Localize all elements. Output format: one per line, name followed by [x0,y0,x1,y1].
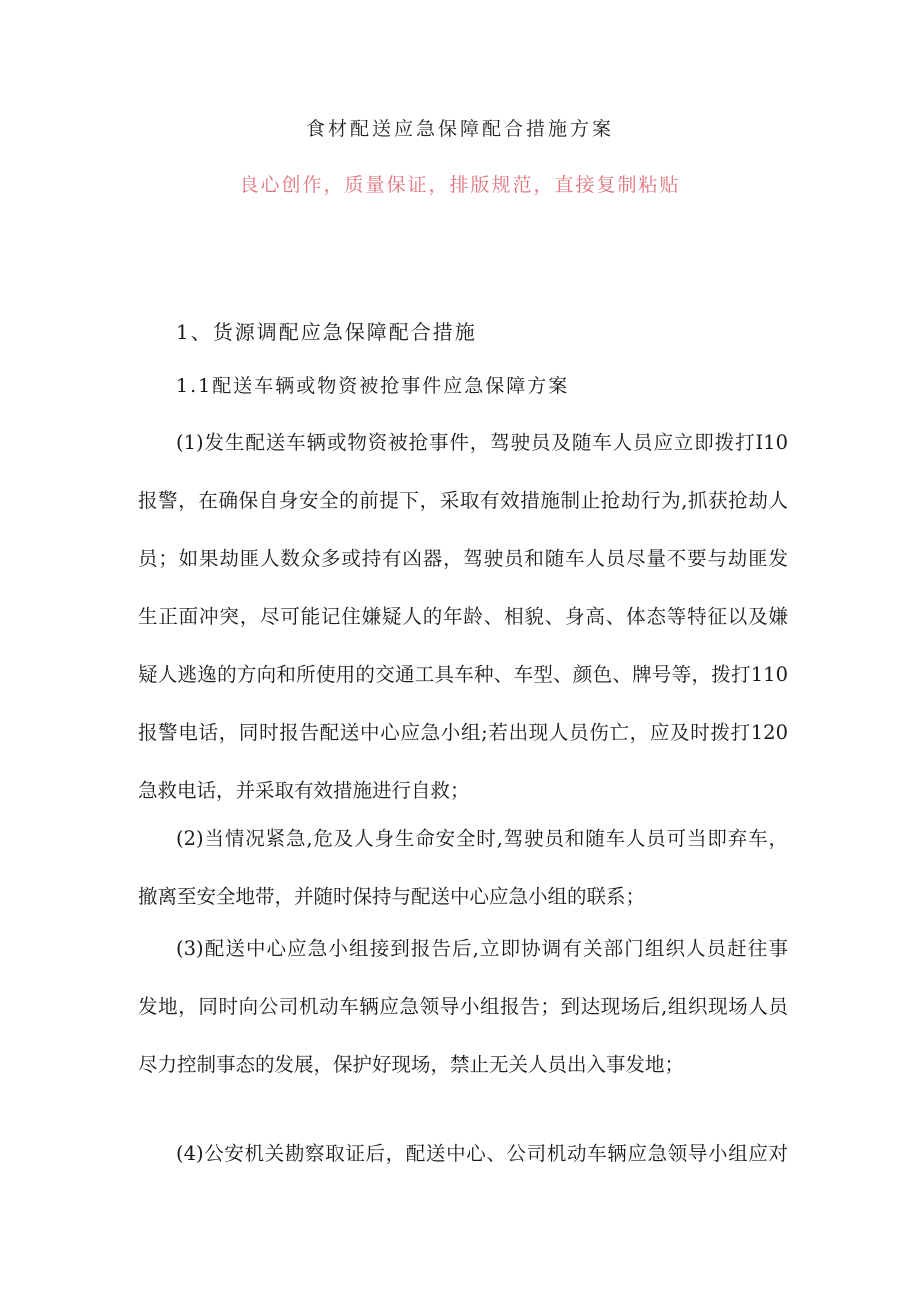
paragraph-line: 报警电话，同时报告配送中心应急小组;若出现人员伤亡，应及时拨打120 [138,721,788,744]
section-heading: 1、货源调配应急保障配合措施 [176,320,477,344]
paragraph-line: (2)当情况紧急,危及人身生命安全时,驾驶员和随车人员可当即弃车， [176,827,788,850]
paragraph-line: 急救电话，并采取有效措施进行自救； [138,779,470,802]
paragraph-line: (3)配送中心应急小组接到报告后,立即协调有关部门组织人员赶往事 [176,937,788,960]
document-subtitle: 良心创作，质量保证，排版规范，直接复制粘贴 [239,174,681,196]
paragraph-line: 生正面冲突，尽可能记住嫌疑人的年龄、相貌、身高、体态等特征以及嫌 [138,605,788,628]
paragraph-line: (4)公安机关勘察取证后，配送中心、公司机动车辆应急领导小组应对 [176,1142,788,1165]
paragraph-line: (1)发生配送车辆或物资被抢事件，驾驶员及随车人员应立即拨打I10 [176,431,788,454]
paragraph-line: 员；如果劫匪人数众多或持有凶器，驾驶员和随车人员尽量不要与劫匪发 [138,547,788,570]
paragraph-line: 疑人逃逸的方向和所使用的交通工具车种、车型、颜色、牌号等，拨打110 [138,663,788,686]
paragraph-3 [138,920,788,1094]
subsection-heading: 1.1配送车辆或物资被抢事件应急保障方案 [176,375,570,397]
paragraph-4 [138,1125,788,1183]
paragraph-line: 尽力控制事态的发展，保护好现场，禁止无关人员出入事发地； [138,1053,685,1076]
document-title: 食材配送应急保障配合措施方案 [305,118,614,140]
paragraph-line: 发地，同时向公司机动车辆应急领导小组报告；到达现场后,组织现场人员 [138,995,788,1018]
paragraph-1 [138,414,788,820]
paragraph-line: 报警，在确保自身安全的前提下，采取有效措施制止抢劫行为,抓获抢劫人 [138,489,788,512]
paragraph-line: 撤离至安全地带，并随时保持与配送中心应急小组的联系； [138,885,646,908]
paragraph-2 [138,810,788,926]
